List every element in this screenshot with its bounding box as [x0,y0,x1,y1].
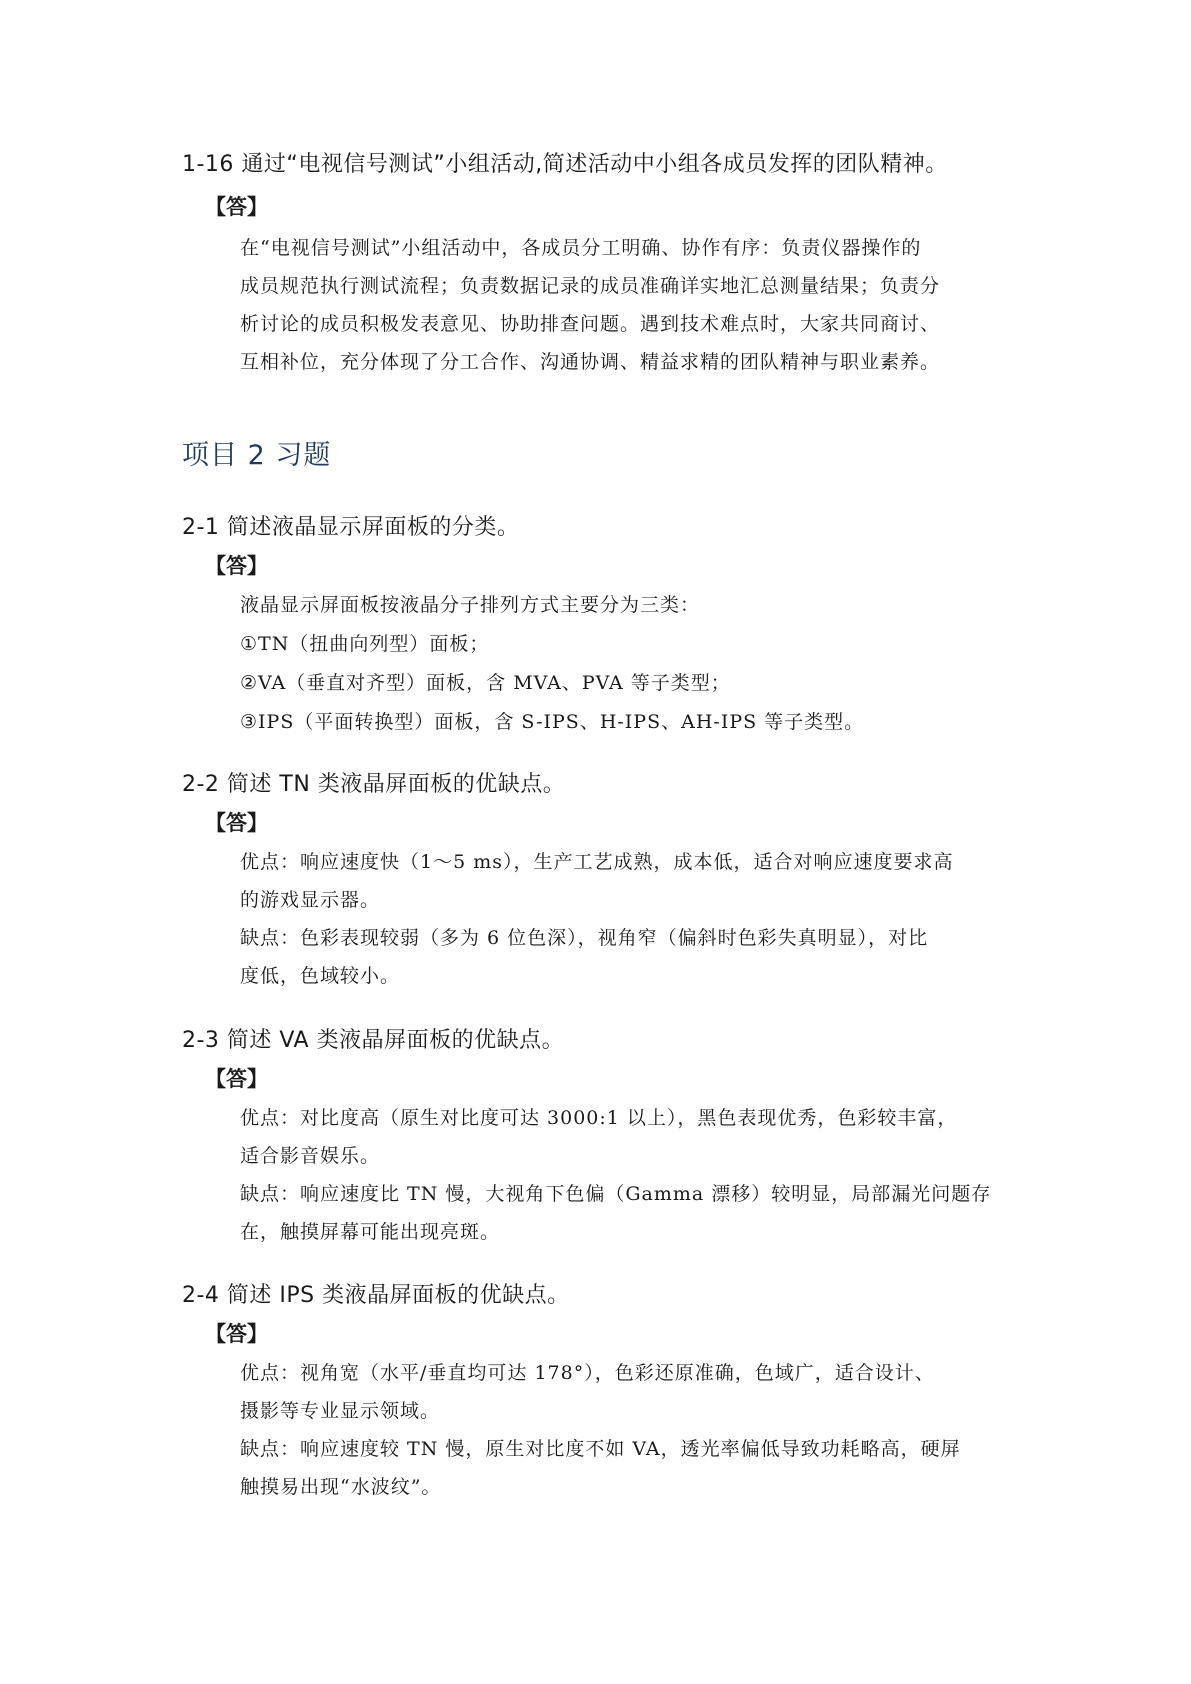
answer-line: 缺点：色彩表现较弱（多为 6 位色深），视角窄（偏斜时色彩失真明显），对比 [240,927,929,949]
answer-line: 缺点：响应速度较 TN 慢，原生对比度不如 VA，透光率偏低导致功耗略高，硬屏 [240,1438,961,1460]
answer-line: ②VA（垂直对齐型）面板，含 MVA、PVA 等子类型； [240,672,731,694]
answer-line: 优点：视角宽（水平/垂直均可达 178°），色彩还原准确，色域广，适合设计、 [240,1362,935,1384]
answer-line: 优点：对比度高（原生对比度可达 3000:1 以上），黑色表现优秀，色彩较丰富， [240,1107,958,1129]
answer-line: 成员规范执行测试流程；负责数据记录的成员准确详实地汇总测量结果；负责分 [240,275,941,297]
answer-label: 【答】 [205,554,268,578]
answer-label: 【答】 [205,1067,268,1091]
question-block-2-4 [0,1276,1191,1506]
answer-line: 在“电视信号测试”小组活动中，各成员分工明确、协作有序：负责仪器操作的 [240,237,922,259]
answer-line: 互相补位，充分体现了分工合作、沟通协调、精益求精的团队精神与职业素养。 [240,351,941,373]
question-2-2: 2-2 简述 TN 类液晶屏面板的优缺点。 [182,772,566,797]
answer-line: 适合影音娱乐。 [240,1145,381,1167]
section-title: 项目 2 习题 [182,440,332,471]
question-block-1-16 [0,145,1191,381]
answer-line: 摄影等专业显示领域。 [240,1400,441,1422]
question-2-1: 2-1 简述液晶显示屏面板的分类。 [182,515,520,540]
question-2-3: 2-3 简述 VA 类液晶屏面板的优缺点。 [182,1028,565,1053]
answer-line: 的游戏显示器。 [240,889,381,911]
question-block-2-1 [0,508,1191,742]
answer-line: 优点：响应速度快（1～5 ms），生产工艺成熟，成本低，适合对响应速度要求高 [240,851,954,873]
answer-label: 【答】 [205,195,268,219]
answer-line: ①TN（扭曲向列型）面板； [240,633,490,655]
question-1-16: 1-16 通过“电视信号测试”小组活动,简述活动中小组各成员发挥的团队精神。 [182,152,948,177]
answer-line: 析讨论的成员积极发表意见、协助排查问题。遇到技术难点时，大家共同商讨、 [240,313,941,335]
answer-label: 【答】 [205,811,268,835]
answer-line: 触摸易出现“水波纹”。 [240,1476,442,1498]
answer-line: 液晶显示屏面板按液晶分子排列方式主要分为三类： [240,594,701,616]
question-block-2-3 [0,1021,1191,1251]
section-heading-block [0,436,1191,476]
answer-label: 【答】 [205,1322,268,1346]
answer-line: 度低，色域较小。 [240,965,401,987]
question-block-2-2 [0,765,1191,995]
answer-line: 在，触摸屏幕可能出现亮斑。 [240,1221,501,1243]
question-2-4: 2-4 简述 IPS 类液晶屏面板的优缺点。 [182,1283,570,1308]
answer-line: 缺点：响应速度比 TN 慢，大视角下色偏（Gamma 漂移）较明显，局部漏光问题存 [240,1183,992,1205]
answer-line: ③IPS（平面转换型）面板，含 S-IPS、H-IPS、AH-IPS 等子类型。 [240,711,865,733]
